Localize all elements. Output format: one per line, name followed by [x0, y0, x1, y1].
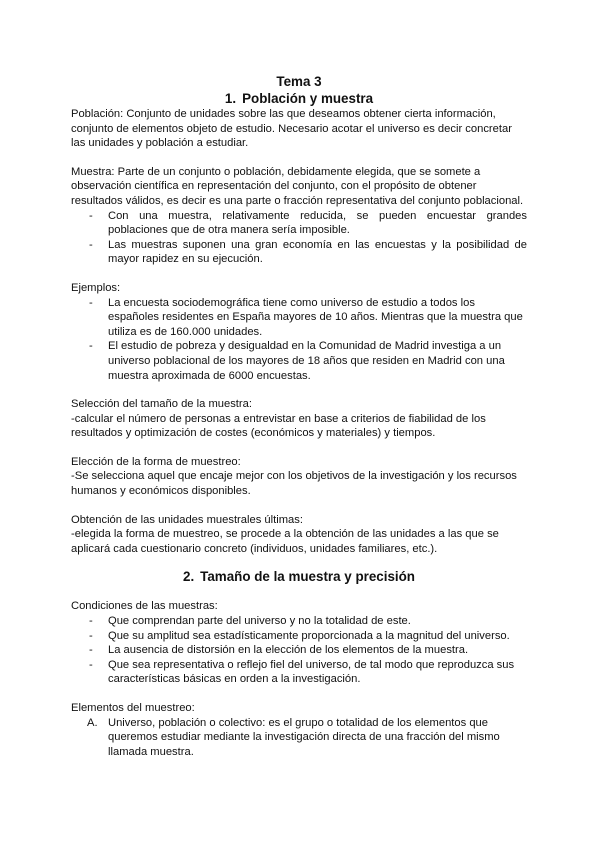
section-2-heading: [71, 568, 527, 585]
eleccion-label: Elección de la forma de muestreo:: [71, 455, 241, 468]
list-item: [71, 209, 527, 238]
ejemplos-list: [71, 296, 527, 384]
dash-marker: -: [89, 644, 93, 657]
seleccion-label: Selección del tamaño de la muestra:: [71, 398, 252, 411]
letter-marker: A.: [87, 716, 98, 729]
elementos-list: [71, 716, 527, 760]
document-page: [71, 74, 527, 759]
list-item-text: Que sea representativa o reflejo fiel del universo, de tal modo que reproduzca sus características básicas en orden a la investigación.: [108, 658, 515, 686]
list-item-text: Con una muestra, relativamente reducida, se pueden encuestar grandes poblaciones que de otra manera sería imposible.: [108, 209, 527, 237]
obtencion-label: Obtención de las unidades muestrales últimas:: [71, 513, 303, 526]
list-item: [71, 716, 527, 760]
ejemplos-label: Ejemplos:: [71, 281, 121, 294]
list-item: [71, 658, 527, 687]
section-2-number: 2.: [183, 569, 195, 585]
condiciones-list: [71, 614, 527, 687]
dash-marker: -: [89, 340, 93, 353]
list-item: [71, 296, 527, 340]
list-item-text: La ausencia de distorsión en la elección de los elementos de la muestra.: [108, 644, 469, 657]
list-item-text: Las muestras suponen una gran economía en las encuestas y la posibilidad de mayor rapidez en su ejecución.: [108, 238, 527, 266]
list-item: [71, 643, 527, 658]
dash-marker: -: [89, 209, 93, 222]
list-item: [71, 339, 527, 383]
eleccion-text: -Se selecciona aquel que encaje mejor con los objetivos de la investigación y los recursos humanos y económicos disponibles.: [71, 470, 517, 498]
document-title: Tema 3: [276, 74, 322, 89]
section-1-number: 1.: [224, 91, 237, 106]
list-item: [71, 629, 527, 644]
condiciones-label: Condiciones de las muestras:: [71, 600, 218, 613]
list-item-text: Que comprendan parte del universo y no la totalidad de este.: [108, 615, 411, 628]
dash-marker: -: [89, 296, 93, 309]
dash-marker: -: [89, 658, 93, 671]
list-item-text: Universo, población o colectivo: es el grupo o totalidad de los elementos que queremos estudiar mediante la investigación directa de una fracción del mismo llamada muestra.: [108, 716, 500, 758]
seleccion-text: -calcular el número de personas a entrevistar en base a criterios de fiabilidad de los resultados y optimización de costes (económicos y materiales) y tiempos.: [71, 412, 486, 440]
list-item: [71, 614, 527, 629]
list-item-text: La encuesta sociodemográfica tiene como universo de estudio a todos los españoles residentes en España mayores de 10 años. Mientras que la muestra que utiliza es de 160.000 unidades.: [108, 296, 523, 338]
section-1-heading: [71, 90, 527, 107]
dash-marker: -: [89, 629, 93, 642]
dash-marker: -: [89, 238, 93, 251]
elementos-label: Elementos del muestreo:: [71, 702, 195, 714]
poblacion-paragraph: Población: Conjunto de unidades sobre las que deseamos obtener cierta información, conjunto de elementos objeto de estudio. Necesario acotar el universo es decir concretar las unidades y población a estudiar.: [71, 108, 512, 150]
muestra-paragraph: Muestra: Parte de un conjunto o población, debidamente elegida, que se somete a observación científica en representación del conjunto, con el propósito de obtener resultados válidos, es decir es una parte o fracción representativa del conjunto poblacional.: [71, 165, 524, 207]
section-1-title: Población y muestra: [242, 91, 374, 106]
list-item: [71, 238, 527, 267]
obtencion-text: -elegida la forma de muestreo, se procede a la obtención de las unidades a las que se aplicará cada cuestionario concreto (individuos, unidades familiares, etc.).: [71, 528, 499, 555]
list-item-text: El estudio de pobreza y desigualdad en la Comunidad de Madrid investiga a un universo poblacional de los mayores de 18 años que residen en Madrid con una muestra aproximada de 6000 encuestas.: [108, 340, 505, 382]
list-item-text: Que su amplitud sea estadísticamente proporcionada a la magnitud del universo.: [108, 629, 510, 642]
muestra-bullet-list: [71, 209, 527, 267]
dash-marker: -: [89, 615, 93, 628]
section-2-title: Tamaño de la muestra y precisión: [200, 569, 415, 585]
